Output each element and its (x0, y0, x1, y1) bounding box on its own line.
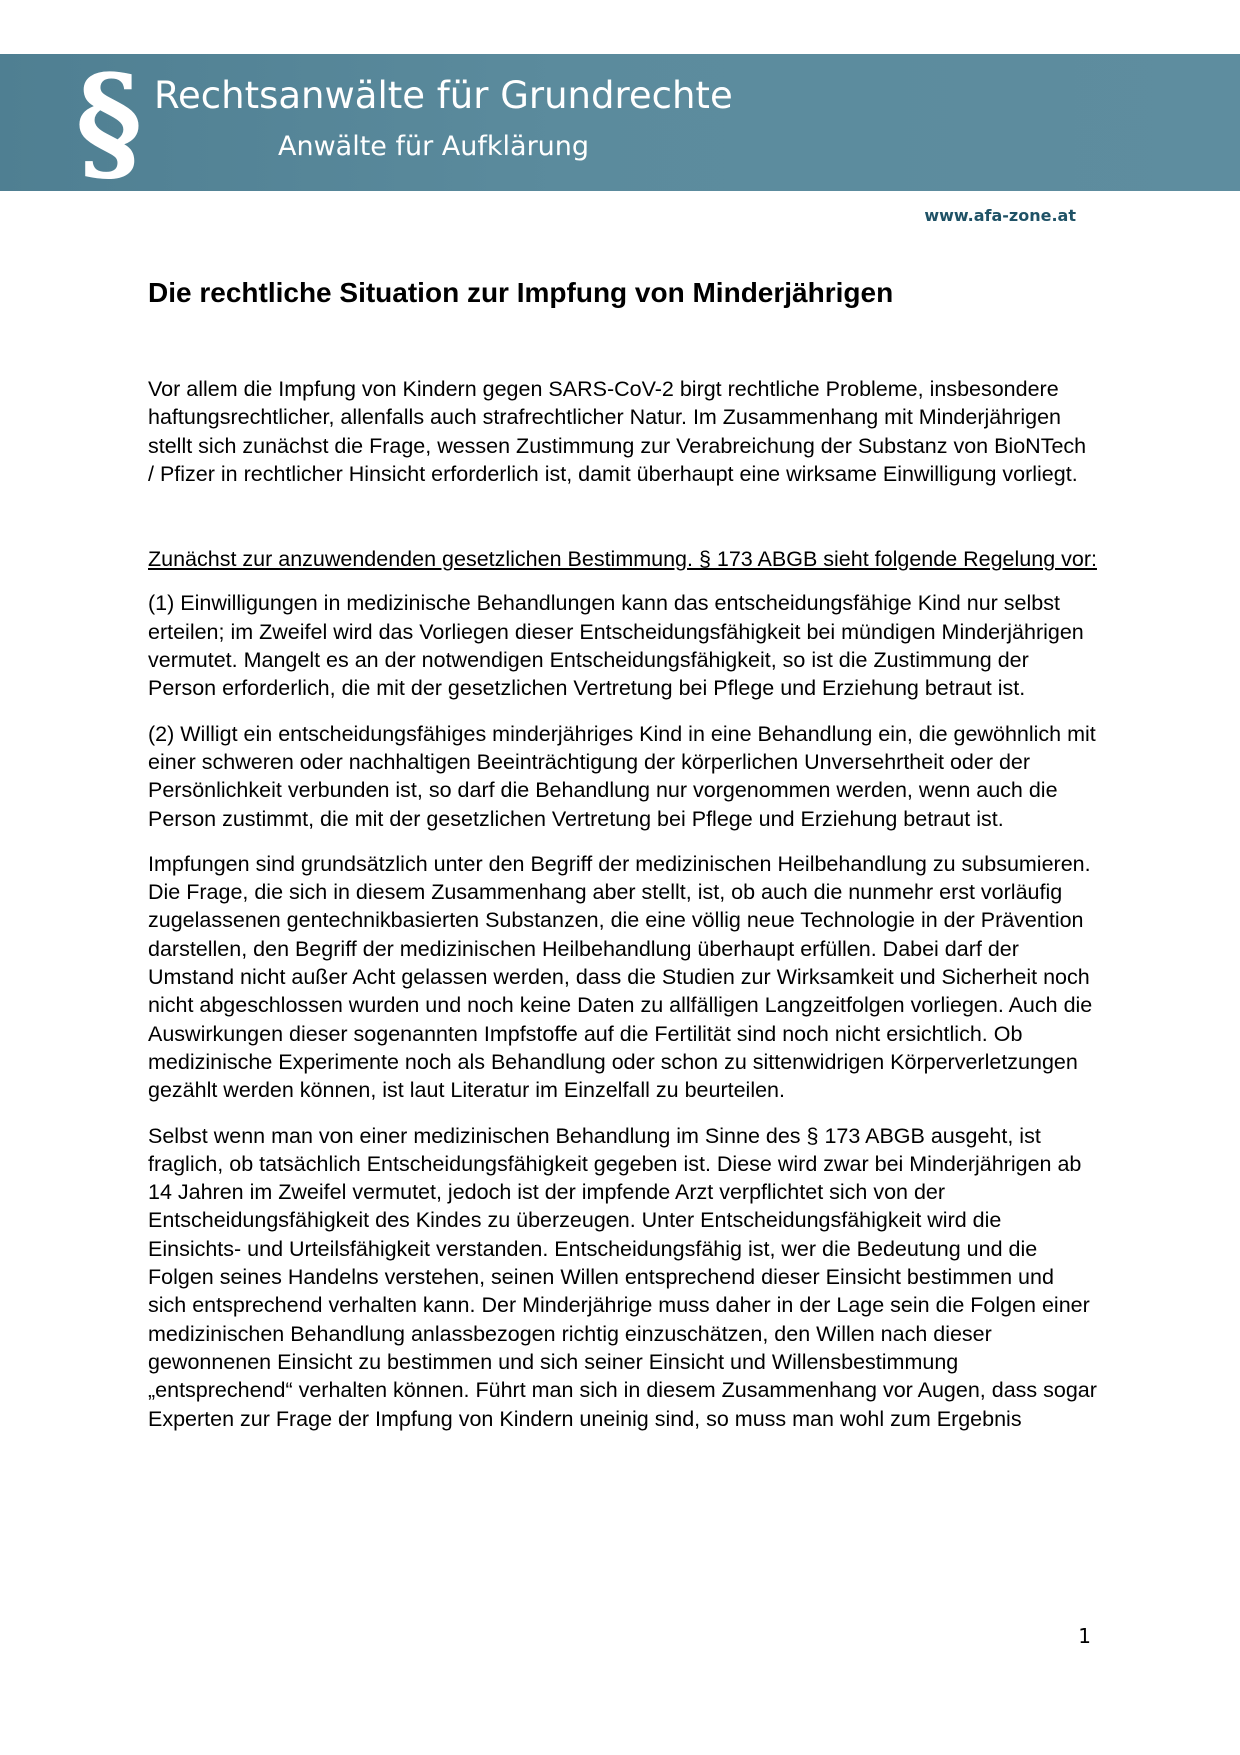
law-paragraph-1: (1) Einwilligungen in medizinische Behandlungen kann das entscheidungsfähige Kind nur selbst erteilen; im Zweifel wird das Vorliegen dieser Entscheidungsfähigkeit bei mündigen Minderjährigen vermutet. Mangelt es an der notwendigen Entscheidungsfähigkeit, so ist die Zustimmung der Person erforderlich, die mit der gesetzlichen Vertretung bei Pflege und Erziehung betraut ist. (148, 591, 1084, 701)
organization-title: Rechtsanwälte für Grundrechte (154, 74, 733, 117)
body-paragraph: Impfungen sind grundsätzlich unter den Begriff der medizinischen Heilbehandlung zu subsumieren. Die Frage, die sich in diesem Zusammenhang aber stellt, ist, ob auch die nunmehr erst vorläufig zugelassenen gentechnikbasierten Substanzen, die eine völlig neue Technologie in der Prävention darstellen, den Begriff der medizinischen Heilbehandlung überhaupt erfüllen. Dabei darf der Umstand nicht außer Acht gelassen werden, dass die Studien zur Wirksamkeit und Sicherheit noch nicht abgeschlossen wurden und noch keine Daten zu allfälligen Langzeitfolgen vorliegen. Auch die Auswirkungen dieser sogenannten Impfstoffe auf die Fertilität sind noch nicht ersichtlich. Ob medizinische Experimente noch als Behandlung oder schon zu sittenwidrigen Körperverletzungen gezählt werden können, ist laut Literatur im Einzelfall zu beurteilen. (148, 851, 1093, 1103)
section-heading: Zunächst zur anzuwendenden gesetzlichen Bestimmung. § 173 ABGB sieht folgende Regelung vor: (148, 547, 1097, 572)
document-title: Die rechtliche Situation zur Impfung von Minderjährigen (148, 277, 894, 308)
document-body (148, 375, 1098, 1433)
header-banner (0, 48, 1240, 198)
law-paragraph-2: (2) Willigt ein entscheidungsfähiges minderjähriges Kind in eine Behandlung ein, die gewöhnlich mit einer schweren oder nachhaltigen Beeinträchtigung der körperlichen Unversehrtheit oder der Persönlichkeit verbunden ist, so darf die Behandlung nur vorgenommen werden, wenn auch die Person zustimmt, die mit der gesetzlichen Vertretung bei Pflege und Erziehung betraut ist. (148, 721, 1096, 831)
website-link[interactable]: www.afa-zone.at (924, 206, 1076, 225)
intro-paragraph: Vor allem die Impfung von Kindern gegen SARS-CoV-2 birgt rechtliche Probleme, insbesondere haftungsrechtlicher, allenfalls auch strafrechtlicher Natur. Im Zusammenhang mit Minderjährigen stellt sich zunächst die Frage, wessen Zustimmung zur Verabreichung der Substanz von BioNTech / Pfizer in rechtlicher Hinsicht erforderlich ist, damit überhaupt eine wirksame Einwilligung vorliegt. (148, 377, 1087, 486)
paragraph-sign-icon: § (75, 48, 143, 198)
page-number: 1 (1078, 1624, 1091, 1648)
body-paragraph: Selbst wenn man von einer medizinischen Behandlung im Sinne des § 173 ABGB ausgeht, ist fraglich, ob tatsächlich Entscheidungsfähigkeit gegeben ist. Diese wird zwar bei Minderjährigen ab 14 Jahren im Zweifel vermutet, jedoch ist der impfende Arzt verpflichtet sich von der Entscheidungsfähigkeit des Kindes zu überzeugen. Unter Entscheidungsfähigkeit wird die Einsichts- und Urteilsfähigkeit verstanden. Entscheidungsfähig ist, wer die Bedeutung und die Folgen seines Handelns verstehen, seinen Willen entsprechend dieser Einsicht bestimmen und sich entsprechend verhalten kann. Der Minderjährige muss daher in der Lage sein die Folgen einer medizinischen Behandlung anlassbezogen richtig einzuschätzen, den Willen nach dieser gewonnenen Einsicht zu bestimmen und sich seiner Einsicht und Willensbestimmung „entsprechend“ verhalten können. Führt man sich in diesem Zusammenhang vor Augen, dass sogar Experten zur Frage der Impfung von Kindern uneinig sind, so muss man wohl zum Ergebnis (148, 1123, 1097, 1431)
organization-subtitle: Anwälte für Aufklärung (278, 131, 590, 162)
